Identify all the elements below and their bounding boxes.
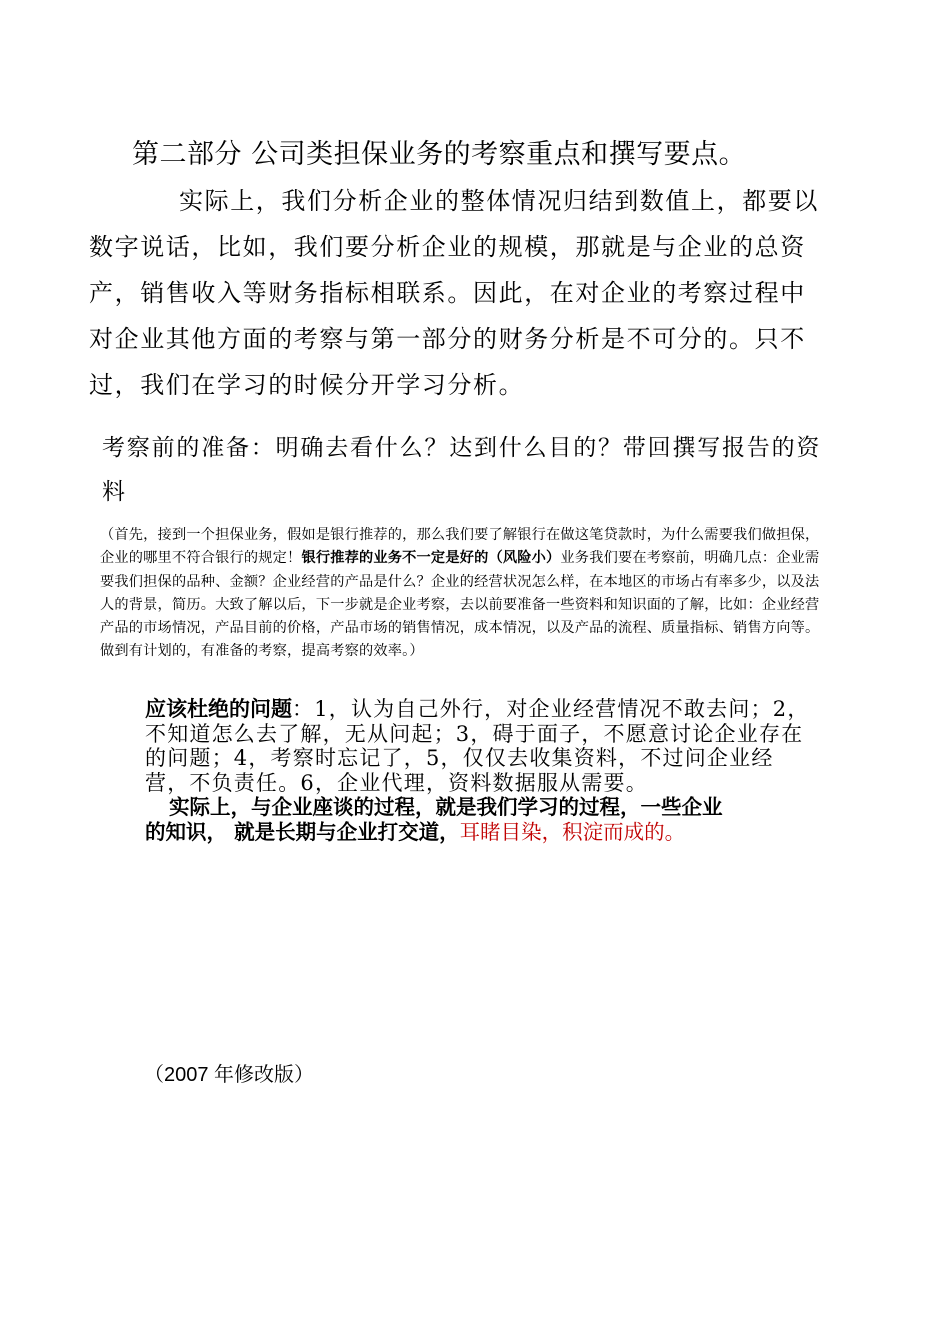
intro-paragraph xyxy=(89,178,829,408)
revision-note: （2007 年修改版） xyxy=(144,1064,315,1086)
intro-rest: 数字说话，比如，我们要分析企业的规模，那就是与企业的总资产，销售收入等财务指标相联系。因此，在对企业的考察过程中对企业其他方面的考察与第一部分的财务分析是不可分的。只不过，我们在学习的时候分开学习分析。 xyxy=(89,233,806,399)
note-part-1: （首先，接到一个担保业务，假如是银行推荐的，那么我们要了解银行在做这笔贷款时，为什么需要我们做担保，企业的哪里不符合银行的规定！ xyxy=(100,527,820,567)
issues-lead: 应该杜绝的问题 xyxy=(145,697,292,721)
preparation-note xyxy=(100,524,828,664)
issues-body: ：1，认为自己外行，对企业经营情况不敢去问；2，不知道怎么去了解，无从问起；3，碍于面子，不愿意讨论企业存在的问题；4，考察时忘记了，5，仅仅去收集资料，不过问企业经营，不负责任。6，企业代理，资料数据服从需要。 xyxy=(145,697,810,795)
practice-line-2: 的知识， 就是长期与企业打交道， xyxy=(145,820,460,844)
practice-line-1: 实际上，与企业座谈的过程，就是我们学习的过程，一些企业 xyxy=(169,795,723,819)
practice-highlight: 耳睹目染，积淀而成的。 xyxy=(459,820,686,844)
issues-to-avoid xyxy=(145,697,817,795)
note-part-2: 业务我们要在考察前，明确几点：企业需要我们担保的品种、金额？企业经营的产品是什么？企业的经营状况怎么样，在本地区的市场占有率多少，以及法人的背景，简历。大致了解以后，下一步就是企业考察，去以前要准备一些资料和知识面的了解，比如：企业经营产品的市场情况，产品目前的价格，产品市场的销售情况，成本情况，以及产品的流程、质量指标、销售方向等。做到有计划的，有准备的考察，提高考察的效率。） xyxy=(100,550,820,660)
intro-first-line: 实际上，我们分析企业的整体情况归结到数值上，都要以 xyxy=(179,187,819,215)
note-emphasis: 银行推荐的业务不一定是好的（风险小） xyxy=(301,550,561,567)
section-title: 第二部分 公司类担保业务的考察重点和撰写要点。 xyxy=(132,139,747,170)
preparation-heading: 考察前的准备：明确去看什么？达到什么目的？带回撰写报告的资料 xyxy=(102,435,822,505)
practice-paragraph xyxy=(145,795,817,845)
